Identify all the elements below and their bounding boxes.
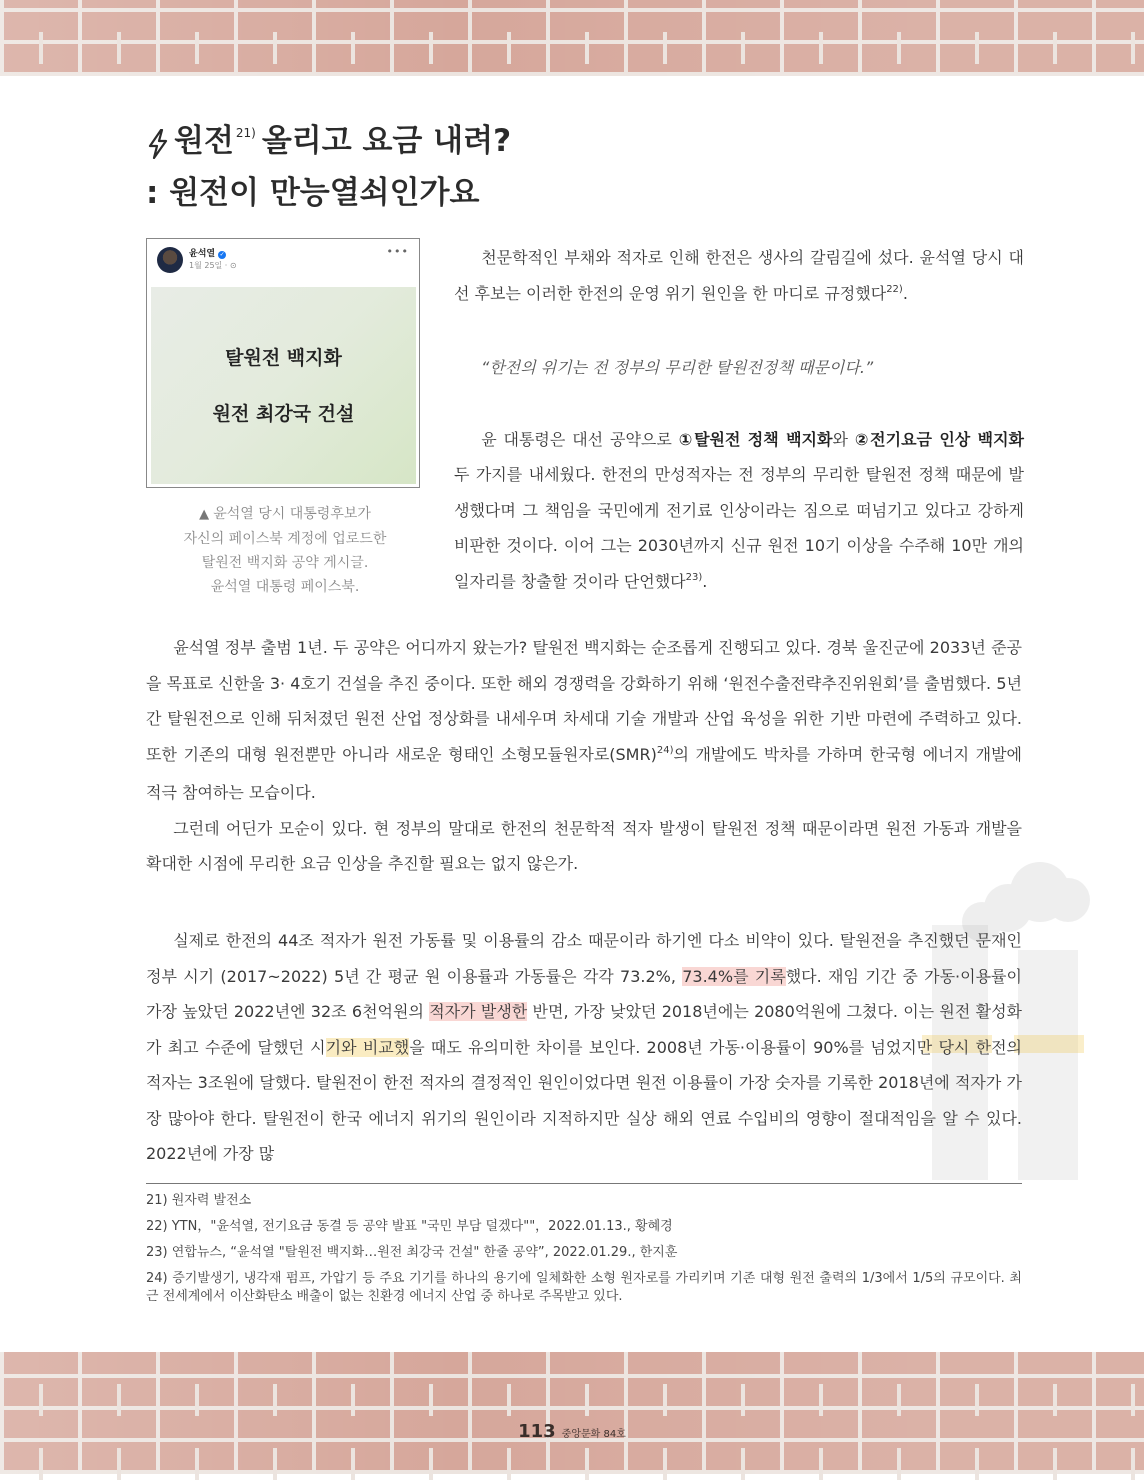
body-section-1 [146, 630, 1022, 882]
intro-paragraph-2-text-a: 윤 대통령은 대선 공약으로 [481, 429, 679, 449]
body-paragraph-2: 그런데 어딘가 모순이 있다. 현 정부의 말대로 한전의 천문학적 적자 발생이 탈원전 정책 때문이라면 원전 가동과 개발을 확대한 시점에 무리한 요금 인상을 추진할 필요는 없지 않은가. [146, 818, 1022, 873]
image-caption [146, 502, 424, 599]
intro-paragraph-2-text-d: 두 가지를 내세웠다. 한전의 만성적자는 전 정부의 무리한 탈원전 정책 때문에 발생했다며 그 책임을 국민에게 전기료 인상이라는 짐으로 떠넘기고 있다고 강하게 비판한 것이다. 이어 그는 2030년까지 신규 원전 10기 이상을 수주해 10만 개의 일자리를 창출할 것이라 단언했다 [454, 465, 1024, 591]
highlight-3: 기와 비교했 [325, 1037, 410, 1057]
highlight-2: 적자가 발생한 [429, 1002, 528, 1021]
footnote-ref-24: 24) [656, 744, 674, 756]
more-options-icon: ••• [386, 245, 409, 258]
facebook-post-body [151, 287, 416, 484]
body-paragraph-3-text-d: 을 때도 유의미한 차이를 보인다. 2008년 가동·이용률이 90%를 넘었지만 당시 한전의 적자는 3조원에 달했다. 탈원전이 한전 적자의 결정적인 원인이었다면 원전 이용률이 가장 숫자를 기록한 2018년에 적자가 가장 많아야 한다. 탈원전이 한국 에너지 위기의 원인이라 지적하지만 실상 해외 연료 수입비의 영향이 절대적임을 알 수 있다. 2022년에 가장 많 [146, 1037, 1023, 1163]
intro-column [454, 240, 1024, 602]
intro-paragraph-2 [454, 422, 1024, 603]
intro-paragraph-1-end: . [902, 283, 908, 303]
facebook-author-name: 윤석열 [189, 249, 216, 259]
footnote-23: 23) 연합뉴스, “윤석열 "탈원전 백지화…원전 최강국 건설" 한줄 공약”, 2022.01.29., 한지훈 [146, 1245, 678, 1260]
caption-line-4: 윤석열 대통령 페이스북. [210, 579, 360, 595]
body-section-2 [146, 923, 1022, 1172]
page-number: 113 [518, 1421, 556, 1442]
intro-paragraph-1-text: 천문학적인 부채와 적자로 인해 한전은 생사의 갈림길에 섰다. 윤석열 당시 대선 후보는 이러한 한전의 운영 위기 원인을 한 마디로 규정했다 [454, 248, 1024, 303]
title-word-2: 올리고 요금 내려? [261, 123, 512, 159]
intro-paragraph-2-text-c: 와 [832, 429, 855, 449]
body-paragraph-1-text-a: 윤석열 정부 출범 1년. 두 공약은 어디까지 왔는가? 탈원전 백지화는 순조롭게 진행되고 있다. 경북 울진군에 2033년 준공을 목표로 신한울 3· 4호기 건설을 추진 중이다. 또한 해외 경쟁력을 강화하기 위해 ‘원전수출전략추진위원회’를 출범했다. 5년 간 탈원전으로 인해 뒤처졌던 원전 산업 정상화를 내세우며 차세대 기술 개발과 산업 육성을 위한 기반 마련에 주력하고 있다. 또한 기존의 대형 원전뿐만 아니라 새로운 형태인 소형모듈원자로(SMR) [146, 638, 1022, 764]
footnote-21: 21) 원자력 발전소 [146, 1193, 252, 1208]
body-paragraph-3-text-b: 했다. 재임 기간 중 가동·이용률이 가장 높았던 2022년엔 32조 6천억원의 [146, 966, 1022, 1021]
title-line-2: : 원전이 만능열쇠인가요 [146, 175, 480, 211]
pull-quote: “한전의 위기는 전 정부의 무리한 탈원전정책 때문이다.” [481, 358, 874, 377]
brick-header-band [0, 0, 1144, 76]
caption-line-2: 자신의 페이스북 계정에 업로드한 [183, 531, 387, 547]
caption-line-1: 윤석열 당시 대통령후보가 [213, 506, 371, 522]
body-paragraph-1-text-b: 의 개발에도 박차를 가하며 한국형 에너지 개발에 적극 참여하는 모습이다. [146, 744, 1022, 802]
verified-check-icon: ✓ [219, 250, 225, 258]
facebook-post-header [157, 247, 237, 273]
facebook-post-line-2: 원전 최강국 건설 [212, 402, 355, 425]
title-line-1 [146, 118, 511, 170]
footnote-ref-22: 22) [886, 283, 903, 295]
facebook-post-date: 1월 25일 · ⊙ [189, 261, 237, 270]
body-paragraph-3-text-a: 실제로 한전의 44조 적자가 원전 가동률 및 이용률의 감소 때문이라 하기엔 다소 비약이 있다. 탈원전을 추진했던 문재인 정부 시기 (2017~2022) 5년 간 평균 원 이용률과 가동률은 각각 73.2%, [146, 931, 1022, 986]
facebook-post-line-1: 탈원전 백지화 [225, 346, 342, 369]
article-title [146, 118, 511, 216]
footnote-ref-23: 23) [685, 571, 703, 583]
facebook-post-image [146, 238, 420, 488]
footnote-24: 24) 증기발생기, 냉각재 펌프, 가압기 등 주요 기기를 하나의 용기에 일체화한 소형 원자로를 가리키며 기존 대형 원전 출력의 1/3에서 1/5의 규모이다. 최근 전세계에서 이산화탄소 배출이 없는 친환경 에너지 산업 중 하나로 주목받고 있다. [146, 1271, 1022, 1304]
intro-paragraph-2-end: . [702, 571, 708, 591]
title-word-1: 원전 [174, 123, 234, 159]
avatar [157, 247, 183, 273]
body-paragraph-1 [146, 630, 1022, 811]
footnotes [146, 1192, 1022, 1314]
lightning-bolt-icon [146, 129, 170, 159]
highlight-1: 73.4%를 기록 [682, 966, 786, 986]
pledge-2: ②전기요금 인상 백지화 [854, 429, 1024, 449]
brick-footer-band [0, 1352, 1144, 1474]
body-paragraph-3 [146, 923, 1022, 1172]
intro-paragraph-1 [454, 240, 1024, 314]
footnote-22: 22) YTN，"윤석열, 전기요금 동결 등 공약 발표 "국민 부담 덜겠다""，2022.01.13., 황혜경 [146, 1219, 673, 1234]
page-footer [0, 1421, 1144, 1442]
facebook-author [189, 249, 237, 260]
caption-line-3: 탈원전 백지화 공약 게시글. [201, 555, 369, 571]
title-footnote-ref: 21) [235, 126, 256, 140]
magazine-issue: 중앙문화 84호 [561, 1429, 626, 1440]
footnote-divider [146, 1183, 1022, 1184]
triangle-up-icon: ▲ [199, 507, 214, 522]
body-paragraph-3-text-c: 반면, 가장 낮았던 2018년에는 2080억원에 그쳤다. 이는 원전 활성화가 최고 수준에 달했던 시 [146, 1002, 1022, 1057]
pledge-1: ①탈원전 정책 백지화 [678, 429, 833, 449]
